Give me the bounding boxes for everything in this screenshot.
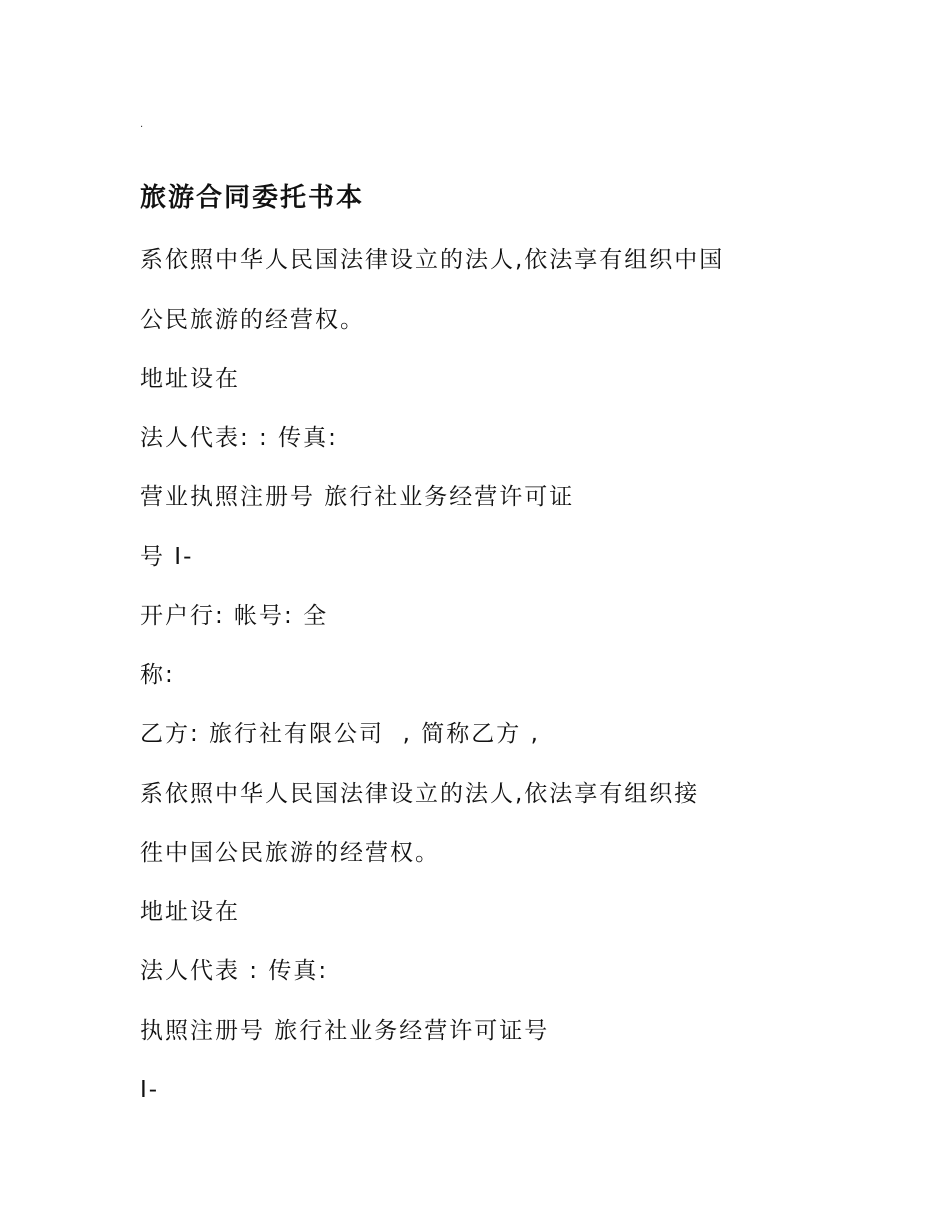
body-line-8: 称: <box>140 662 175 688</box>
body-line-13: 法人代表 : 传真: <box>140 958 329 984</box>
body-line-14: 执照注册号 旅行社业务经营许可证号 <box>140 1018 550 1044</box>
body-line-5: 营业执照注册号 旅行社业务经营许可证 <box>140 484 575 510</box>
document-title: 旅游合同委托书本 <box>140 183 365 213</box>
body-line-2: 公民旅游的经营权。 <box>140 307 365 333</box>
body-line-12: 地址设在 <box>140 899 240 925</box>
body-line-7: 开户行: 帐号: 全 <box>140 603 329 629</box>
header-mark: . <box>140 119 144 130</box>
body-line-10: 系依照中华人民国法律设立的法人,依法享有组织接 <box>140 781 700 807</box>
body-line-15: I- <box>140 1077 160 1103</box>
body-line-3: 地址设在 <box>140 366 240 392</box>
body-line-1: 系依照中华人民国法律设立的法人,依法享有组织中国 <box>140 247 725 273</box>
body-line-4: 法人代表: : 传真: <box>140 425 338 451</box>
body-line-9: 乙方: 旅行社有限公司 , 简称乙方 , <box>140 721 540 747</box>
body-line-6: 号 I- <box>140 544 194 570</box>
body-line-11: 徃中国公民旅游的经营权。 <box>140 840 440 866</box>
